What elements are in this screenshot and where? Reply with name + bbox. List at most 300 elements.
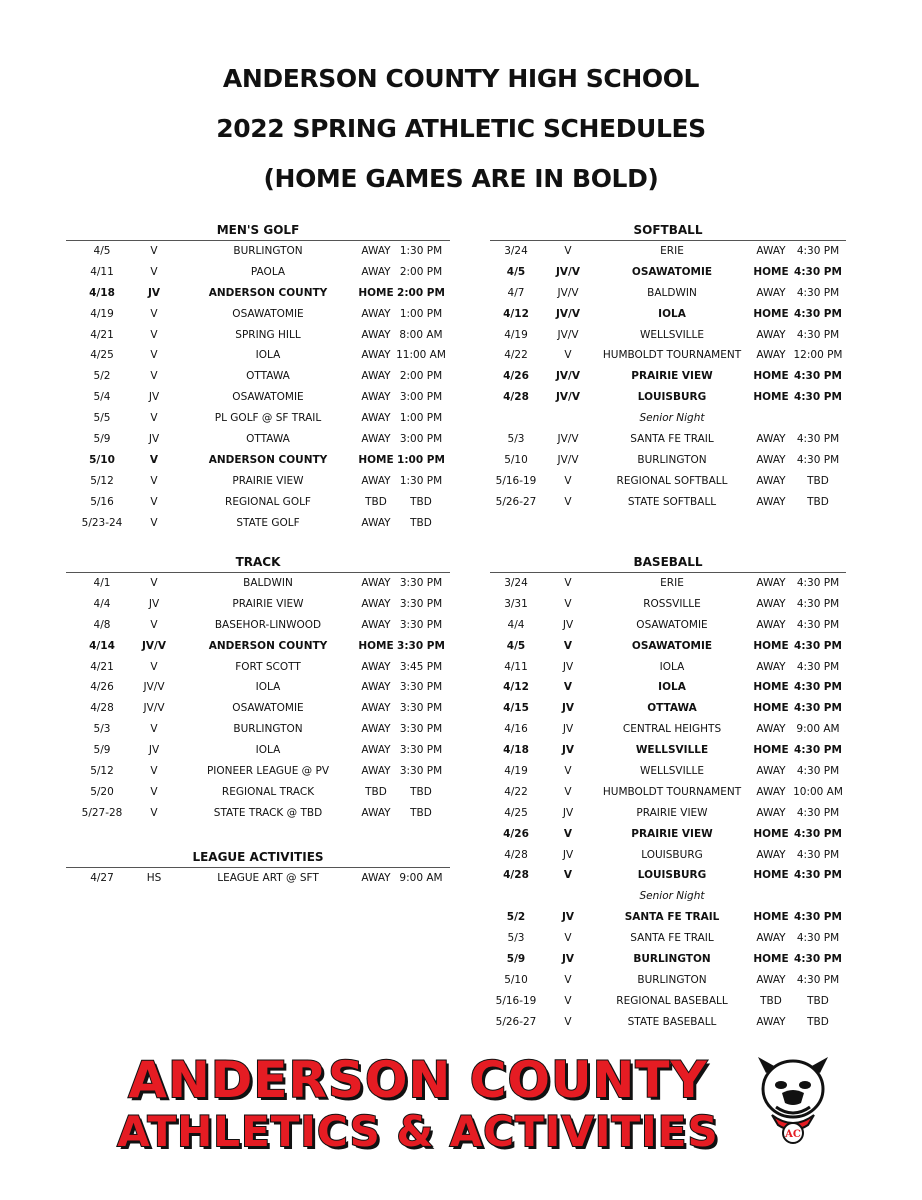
opponent-cell: HUMBOLDT TOURNAMENT [602, 349, 742, 362]
time-cell: 3:30 PM [399, 681, 443, 694]
home-game-row [490, 740, 846, 761]
schedule-row [66, 492, 450, 513]
date-cell: 4/11 [504, 660, 528, 673]
banner-line-1: ANDERSON COUNTY [128, 1051, 708, 1109]
schedule-row [490, 492, 846, 513]
note-text: Senior Night [639, 890, 705, 903]
opponent-cell: OTTAWA [246, 370, 290, 383]
opponent-cell: REGIONAL GOLF [225, 495, 311, 508]
date-cell: 5/4 [93, 391, 111, 404]
time-cell: 1:30 PM [399, 474, 443, 487]
schedule-row [66, 719, 450, 740]
date-cell: 4/19 [504, 765, 528, 778]
opponent-cell: BALDWIN [243, 577, 293, 589]
time-cell: 3:30 PM [399, 618, 443, 631]
level-cell: V [564, 785, 572, 798]
home-game-row [490, 387, 846, 408]
site-cell: AWAY [756, 245, 786, 257]
level-cell: V [564, 495, 572, 508]
schedule-row [490, 803, 846, 824]
opponent-cell: ANDERSON COUNTY [208, 639, 328, 652]
schedule-row [66, 366, 450, 387]
time-cell: 3:00 PM [399, 433, 443, 446]
time-cell: 4:30 PM [794, 702, 842, 715]
schedule-row [66, 241, 450, 262]
opponent-cell: ROSSVILLE [643, 597, 701, 610]
date-cell: 5/26-27 [495, 495, 537, 508]
opponent-cell: WELLSVILLE [640, 765, 704, 778]
league-activities-section [66, 847, 450, 889]
date-cell: 5/20 [90, 785, 114, 798]
date-cell: 5/12 [90, 474, 114, 487]
time-cell: 4:30 PM [796, 577, 840, 589]
date-cell: 5/3 [507, 932, 525, 945]
schedule-row [66, 615, 450, 636]
opponent-cell: STATE TRACK @ TBD [213, 806, 323, 819]
site-cell: HOME [358, 453, 394, 466]
level-cell: JV/V [557, 286, 579, 299]
schedule-rows [66, 573, 450, 824]
opponent-cell: REGIONAL BASEBALL [616, 994, 728, 1007]
schedule-row [490, 283, 846, 304]
site-cell: AWAY [361, 681, 391, 694]
time-cell: 3:30 PM [399, 577, 443, 589]
level-cell: V [564, 597, 572, 610]
site-cell: AWAY [361, 744, 391, 757]
time-cell: 3:30 PM [399, 765, 443, 778]
date-cell: 4/25 [504, 806, 528, 819]
level-cell: V [564, 245, 572, 257]
schedule-row [490, 241, 846, 262]
site-cell: HOME [753, 911, 789, 924]
senior-night-note [490, 408, 846, 429]
time-cell: TBD [410, 495, 432, 508]
level-cell: V [150, 723, 158, 736]
opponent-cell: IOLA [658, 307, 686, 320]
level-cell: JV/V [557, 433, 579, 446]
site-cell: TBD [365, 785, 387, 798]
time-cell: 4:30 PM [794, 744, 842, 757]
site-cell: AWAY [361, 723, 391, 736]
schedule-row [490, 991, 846, 1012]
opponent-cell: LOUISBURG [641, 848, 703, 861]
section-title: TRACK [66, 552, 450, 573]
date-cell: 5/10 [504, 973, 528, 986]
time-cell: 1:00 PM [397, 453, 445, 466]
level-cell: V [150, 577, 158, 589]
site-cell: AWAY [361, 516, 391, 529]
level-cell: V [150, 265, 158, 278]
opponent-cell: OSAWATOMIE [232, 307, 304, 320]
section-title: BASEBALL [490, 552, 846, 573]
date-cell: 5/12 [90, 765, 114, 778]
level-cell: JV [561, 744, 575, 757]
site-cell: AWAY [756, 660, 786, 673]
schedule-row [66, 740, 450, 761]
time-cell: 4:30 PM [794, 869, 842, 882]
schedule-row [490, 845, 846, 866]
site-cell: AWAY [756, 328, 786, 341]
site-cell: TBD [365, 495, 387, 508]
schedule-row [490, 615, 846, 636]
time-cell: 3:30 PM [399, 597, 443, 610]
level-cell: JV [148, 433, 160, 446]
section-title: MEN'S GOLF [66, 220, 450, 241]
date-cell: 4/26 [503, 827, 529, 840]
time-cell: 4:30 PM [796, 660, 840, 673]
date-cell: 4/12 [503, 681, 529, 694]
schedule-row [66, 868, 450, 889]
opponent-cell: LOUISBURG [637, 869, 707, 882]
athletics-banner [88, 1053, 748, 1157]
schedule-row [490, 325, 846, 346]
date-cell: 4/21 [90, 328, 114, 341]
opponent-cell: SANTA FE TRAIL [630, 932, 714, 945]
date-cell: 5/2 [93, 370, 111, 383]
time-cell: 4:30 PM [796, 328, 840, 341]
date-cell: 4/8 [93, 618, 111, 631]
site-cell: AWAY [361, 872, 391, 884]
site-cell: AWAY [756, 349, 786, 362]
opponent-cell: FORT SCOTT [235, 660, 301, 673]
site-cell: AWAY [756, 1015, 786, 1028]
schedule-row [490, 471, 846, 492]
home-game-row [66, 283, 450, 304]
level-cell: V [564, 1015, 572, 1028]
date-cell: 5/10 [504, 453, 528, 466]
mens-golf-section [66, 220, 450, 533]
home-games-note: (HOME GAMES ARE IN BOLD) [263, 164, 659, 193]
date-cell: 5/16 [90, 495, 114, 508]
date-cell: 5/16-19 [495, 474, 537, 487]
site-cell: AWAY [361, 328, 391, 341]
time-cell: TBD [807, 474, 829, 487]
site-cell: AWAY [756, 474, 786, 487]
level-cell: JV [561, 911, 575, 924]
schedule-row [66, 782, 450, 803]
opponent-cell: PIONEER LEAGUE @ PV [206, 765, 330, 778]
schedule-row [66, 677, 450, 698]
date-cell: 5/9 [506, 953, 526, 966]
date-cell: 4/1 [93, 577, 111, 589]
level-cell: V [149, 453, 159, 466]
site-cell: AWAY [756, 973, 786, 986]
level-cell: JV/V [557, 453, 579, 466]
schedule-row [490, 573, 846, 594]
time-cell: 4:30 PM [794, 307, 842, 320]
opponent-cell: SANTA FE TRAIL [630, 433, 714, 446]
time-cell: TBD [410, 785, 432, 798]
level-cell: JV/V [557, 328, 579, 341]
level-cell: V [564, 474, 572, 487]
date-cell: 4/28 [503, 391, 529, 404]
time-cell: 9:00 AM [399, 872, 443, 884]
school-title: ANDERSON COUNTY HIGH SCHOOL [222, 64, 700, 93]
level-cell: JV [562, 806, 574, 819]
time-cell: 3:30 PM [399, 744, 443, 757]
site-cell: TBD [760, 994, 782, 1007]
level-cell: V [564, 765, 572, 778]
time-cell: TBD [410, 806, 432, 819]
site-cell: AWAY [756, 785, 786, 798]
site-cell: HOME [753, 953, 789, 966]
date-cell: 4/5 [506, 639, 526, 652]
opponent-cell: OSAWATOMIE [631, 265, 713, 278]
schedule-row [66, 408, 450, 429]
opponent-cell: PL GOLF @ SF TRAIL [214, 412, 322, 425]
date-cell: 3/24 [504, 245, 528, 257]
opponent-cell: REGIONAL SOFTBALL [616, 474, 728, 487]
home-game-row [490, 636, 846, 657]
time-cell: 4:30 PM [794, 681, 842, 694]
level-cell: V [150, 349, 158, 362]
level-cell: V [150, 412, 158, 425]
site-cell: AWAY [756, 286, 786, 299]
site-cell: AWAY [756, 932, 786, 945]
level-cell: JV [561, 702, 575, 715]
time-cell: 4:30 PM [796, 597, 840, 610]
note-text: Senior Night [639, 412, 705, 425]
site-cell: HOME [753, 681, 789, 694]
opponent-cell: PRAIRIE VIEW [232, 474, 304, 487]
opponent-cell: IOLA [255, 744, 281, 757]
schedule-row [66, 471, 450, 492]
time-cell: 3:45 PM [399, 660, 443, 673]
level-cell: V [564, 577, 572, 589]
opponent-cell: WELLSVILLE [635, 744, 709, 757]
site-cell: AWAY [361, 391, 391, 404]
opponent-cell: IOLA [255, 349, 281, 362]
site-cell: AWAY [361, 806, 391, 819]
opponent-cell: PRAIRIE VIEW [631, 370, 713, 383]
time-cell: 4:30 PM [796, 806, 840, 819]
schedule-row [66, 803, 450, 824]
date-cell: 4/28 [504, 848, 528, 861]
opponent-cell: OSAWATOMIE [232, 702, 304, 715]
time-cell: 4:30 PM [794, 827, 842, 840]
date-cell: 3/24 [504, 577, 528, 589]
section-title: LEAGUE ACTIVITIES [66, 847, 450, 868]
level-cell: JV/V [143, 681, 165, 694]
date-cell: 4/19 [504, 328, 528, 341]
softball-section [490, 220, 846, 513]
section-title: SOFTBALL [490, 220, 846, 241]
opponent-cell: LEAGUE ART @ SFT [217, 872, 319, 884]
date-cell: 5/5 [93, 412, 111, 425]
home-game-row [490, 949, 846, 970]
site-cell: AWAY [361, 307, 391, 320]
date-cell: 5/23-24 [81, 516, 123, 529]
date-cell: 4/22 [504, 785, 528, 798]
time-cell: 4:30 PM [796, 618, 840, 631]
level-cell: V [150, 618, 158, 631]
opponent-cell: PRAIRIE VIEW [232, 597, 304, 610]
time-cell: 2:00 PM [399, 265, 443, 278]
opponent-cell: BURLINGTON [633, 953, 711, 966]
date-cell: 3/31 [504, 597, 528, 610]
site-cell: HOME [753, 370, 789, 383]
schedule-row [490, 657, 846, 678]
opponent-cell: STATE SOFTBALL [627, 495, 717, 508]
schedule-row [66, 345, 450, 366]
schedule-row [66, 594, 450, 615]
level-cell: V [564, 973, 572, 986]
date-cell: 4/16 [504, 723, 528, 736]
date-cell: 4/15 [503, 702, 529, 715]
time-cell: 1:30 PM [399, 245, 443, 257]
time-cell: TBD [807, 1015, 829, 1028]
site-cell: AWAY [756, 848, 786, 861]
site-cell: HOME [358, 286, 394, 299]
schedule-rows [66, 868, 450, 889]
level-cell: V [150, 370, 158, 383]
site-cell: HOME [753, 391, 789, 404]
date-cell: 5/27-28 [81, 806, 123, 819]
opponent-cell: ERIE [660, 577, 684, 589]
site-cell: HOME [753, 639, 789, 652]
opponent-cell: IOLA [659, 660, 685, 673]
date-cell: 4/26 [503, 370, 529, 383]
schedule-row [490, 429, 846, 450]
schedule-row [66, 513, 450, 534]
schedule-row [66, 573, 450, 594]
time-cell: 10:00 AM [793, 785, 843, 798]
level-cell: JV/V [556, 391, 580, 404]
opponent-cell: STATE GOLF [236, 516, 300, 529]
time-cell: 3:30 PM [399, 723, 443, 736]
track-section [66, 552, 450, 824]
schedule-row [66, 657, 450, 678]
time-cell: 1:00 PM [399, 307, 443, 320]
opponent-cell: BURLINGTON [637, 973, 707, 986]
time-cell: 4:30 PM [796, 433, 840, 446]
schedule-title: 2022 SPRING ATHLETIC SCHEDULES [216, 114, 706, 143]
home-game-row [490, 304, 846, 325]
time-cell: 4:30 PM [794, 370, 842, 383]
schedule-row [490, 450, 846, 471]
site-cell: HOME [753, 307, 789, 320]
time-cell: 2:00 PM [397, 286, 445, 299]
site-cell: AWAY [361, 474, 391, 487]
schedule-rows [490, 241, 846, 513]
schedule-row [490, 719, 846, 740]
level-cell: JV [148, 597, 160, 610]
site-cell: AWAY [756, 765, 786, 778]
home-game-row [490, 677, 846, 698]
level-cell: JV/V [556, 307, 580, 320]
opponent-cell: OTTAWA [246, 433, 290, 446]
schedule-row [66, 304, 450, 325]
level-cell: V [150, 660, 158, 673]
schedule-row [490, 1012, 846, 1033]
date-cell: 4/12 [503, 307, 529, 320]
site-cell: AWAY [361, 618, 391, 631]
opponent-cell: IOLA [255, 681, 281, 694]
level-cell: JV [562, 618, 574, 631]
schedule-row [66, 761, 450, 782]
site-cell: AWAY [361, 245, 391, 257]
date-cell: 5/10 [89, 453, 115, 466]
schedule-row [66, 387, 450, 408]
date-cell: 5/26-27 [495, 1015, 537, 1028]
time-cell: 4:30 PM [796, 973, 840, 986]
time-cell: TBD [410, 516, 432, 529]
time-cell: 4:30 PM [794, 911, 842, 924]
time-cell: 4:30 PM [796, 765, 840, 778]
opponent-cell: SANTA FE TRAIL [624, 911, 720, 924]
level-cell: V [563, 869, 573, 882]
home-game-row [490, 698, 846, 719]
home-game-row [490, 366, 846, 387]
time-cell: 3:00 PM [399, 391, 443, 404]
date-cell: 4/28 [503, 869, 529, 882]
site-cell: AWAY [361, 265, 391, 278]
level-cell: V [150, 806, 158, 819]
time-cell: 1:00 PM [399, 412, 443, 425]
date-cell: 4/21 [90, 660, 114, 673]
site-cell: AWAY [756, 618, 786, 631]
opponent-cell: PRAIRIE VIEW [631, 827, 713, 840]
schedule-row [490, 782, 846, 803]
opponent-cell: BURLINGTON [233, 245, 303, 257]
opponent-cell: BURLINGTON [637, 453, 707, 466]
opponent-cell: OSAWATOMIE [631, 639, 713, 652]
time-cell: 4:30 PM [796, 245, 840, 257]
site-cell: HOME [753, 869, 789, 882]
opponent-cell: OSAWATOMIE [232, 391, 304, 404]
schedule-rows [490, 573, 846, 1033]
time-cell: 2:00 PM [399, 370, 443, 383]
opponent-cell: BURLINGTON [233, 723, 303, 736]
site-cell: AWAY [756, 806, 786, 819]
opponent-cell: ANDERSON COUNTY [208, 286, 328, 299]
schedule-row [490, 345, 846, 366]
date-cell: 4/25 [90, 349, 114, 362]
level-cell: JV [562, 660, 574, 673]
home-game-row [66, 636, 450, 657]
date-cell: 5/9 [93, 744, 111, 757]
opponent-cell: OTTAWA [647, 702, 697, 715]
opponent-cell: BASEHOR-LINWOOD [214, 618, 322, 631]
time-cell: 4:30 PM [796, 932, 840, 945]
opponent-cell: PAOLA [250, 265, 286, 278]
date-cell: 4/18 [503, 744, 529, 757]
date-cell: 4/5 [93, 245, 111, 257]
schedule-rows [66, 241, 450, 533]
date-cell: 5/9 [93, 433, 111, 446]
schedule-row [66, 262, 450, 283]
site-cell: AWAY [361, 702, 391, 715]
level-cell: V [150, 785, 158, 798]
site-cell: AWAY [361, 577, 391, 589]
site-cell: HOME [753, 827, 789, 840]
time-cell: 11:00 AM [396, 349, 446, 362]
level-cell: V [150, 307, 158, 320]
level-cell: V [150, 328, 158, 341]
site-cell: HOME [753, 744, 789, 757]
level-cell: JV [148, 744, 160, 757]
level-cell: V [563, 681, 573, 694]
opponent-cell: ERIE [660, 245, 684, 257]
level-cell: V [150, 495, 158, 508]
level-cell: V [150, 245, 158, 257]
level-cell: V [564, 994, 572, 1007]
level-cell: JV/V [143, 702, 165, 715]
opponent-cell: STATE BASEBALL [627, 1015, 717, 1028]
schedule-row [490, 928, 846, 949]
time-cell: TBD [807, 994, 829, 1007]
level-cell: JV [147, 286, 161, 299]
